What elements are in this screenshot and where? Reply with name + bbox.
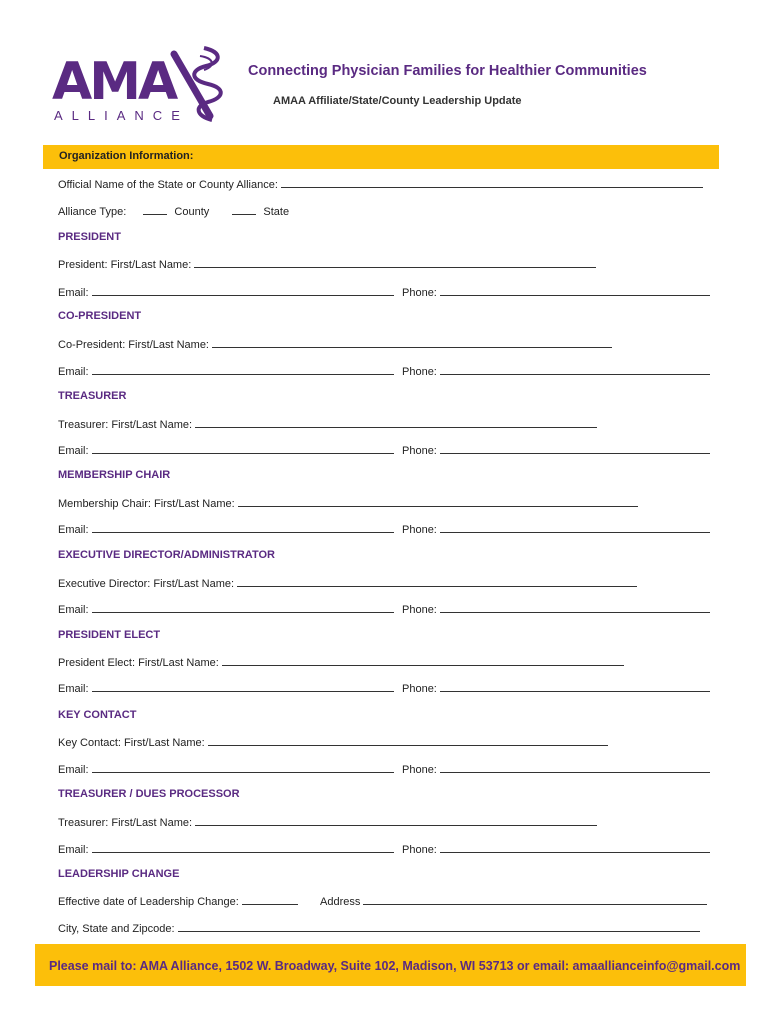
president-name-row	[58, 257, 596, 271]
dues-processor-name-label: Treasurer: First/Last Name:	[58, 817, 193, 829]
logo-subtext: ALLIANCE	[54, 108, 189, 123]
county-label: County	[174, 206, 210, 218]
mailing-instructions: Please mail to: AMA Alliance, 1502 W. Broadway, Suite 102, Madison, WI 53713 or email: amaallianceinfo@gmail.com	[49, 959, 741, 973]
president-elect-phone-row	[402, 681, 710, 695]
alliance-type-label: Alliance Type:	[58, 206, 127, 218]
city-state-zip-field[interactable]	[178, 921, 700, 932]
dues-processor-email-field[interactable]	[92, 842, 394, 853]
section-heading-co-president: CO-PRESIDENT	[58, 310, 142, 322]
treasurer-contact-row	[58, 443, 394, 457]
effective-date-field[interactable]	[242, 894, 298, 905]
alliance-type-row	[58, 204, 289, 218]
effective-date-row	[58, 894, 298, 908]
official-name-field[interactable]	[281, 177, 703, 188]
ama-alliance-logo	[52, 46, 232, 136]
state-checkbox-field[interactable]	[232, 204, 256, 215]
key-contact-contact-row	[58, 762, 394, 776]
address-field[interactable]	[363, 894, 707, 905]
section-heading-key-contact: KEY CONTACT	[58, 709, 137, 721]
email-label: Email:	[58, 683, 89, 695]
mailing-footer-band	[35, 944, 746, 986]
president-phone-row	[402, 285, 710, 299]
executive-director-name-field[interactable]	[237, 576, 637, 587]
section-heading-president: PRESIDENT	[58, 231, 121, 243]
phone-label: Phone:	[402, 844, 437, 856]
effective-date-label: Effective date of Leadership Change:	[58, 896, 239, 908]
executive-director-email-field[interactable]	[92, 602, 394, 613]
phone-label: Phone:	[402, 683, 437, 695]
president-elect-email-field[interactable]	[92, 681, 394, 692]
president-name-label: President: First/Last Name:	[58, 259, 192, 271]
key-contact-name-label: Key Contact: First/Last Name:	[58, 737, 205, 749]
executive-director-contact-row	[58, 602, 394, 616]
co-president-phone-field[interactable]	[440, 364, 710, 375]
president-elect-contact-row	[58, 681, 394, 695]
section-heading-leadership-change: LEADERSHIP CHANGE	[58, 868, 180, 880]
membership-chair-name-row	[58, 496, 638, 510]
membership-chair-contact-row	[58, 522, 394, 536]
section-heading-treasurer: TREASURER	[58, 390, 127, 402]
state-label: State	[263, 206, 290, 218]
co-president-phone-row	[402, 364, 710, 378]
page-title: Connecting Physician Families for Healthier Communities	[248, 63, 647, 79]
logo-wordmark: AMA	[52, 52, 176, 112]
president-phone-field[interactable]	[440, 285, 710, 296]
treasurer-phone-field[interactable]	[440, 443, 710, 454]
president-elect-name-row	[58, 655, 624, 669]
phone-label: Phone:	[402, 366, 437, 378]
co-president-name-label: Co-President: First/Last Name:	[58, 339, 209, 351]
membership-chair-name-field[interactable]	[238, 496, 638, 507]
city-state-zip-label: City, State and Zipcode:	[58, 923, 175, 935]
co-president-name-row	[58, 337, 612, 351]
co-president-name-field[interactable]	[212, 337, 612, 348]
key-contact-email-field[interactable]	[92, 762, 394, 773]
official-name-row	[58, 177, 703, 191]
co-president-contact-row	[58, 364, 394, 378]
president-elect-name-label: President Elect: First/Last Name:	[58, 657, 219, 669]
treasurer-email-field[interactable]	[92, 443, 394, 454]
phone-label: Phone:	[402, 764, 437, 776]
email-label: Email:	[58, 604, 89, 616]
dues-processor-contact-row	[58, 842, 394, 856]
email-label: Email:	[58, 524, 89, 536]
membership-chair-phone-row	[402, 522, 710, 536]
treasurer-phone-row	[402, 443, 710, 457]
email-label: Email:	[58, 366, 89, 378]
president-name-field[interactable]	[194, 257, 596, 268]
co-president-email-field[interactable]	[92, 364, 394, 375]
key-contact-phone-field[interactable]	[440, 762, 710, 773]
membership-chair-phone-field[interactable]	[440, 522, 710, 533]
organization-info-label: Organization Information:	[59, 150, 194, 162]
executive-director-name-label: Executive Director: First/Last Name:	[58, 578, 235, 590]
treasurer-name-label: Treasurer: First/Last Name:	[58, 419, 193, 431]
section-heading-membership-chair: MEMBERSHIP CHAIR	[58, 469, 171, 481]
president-elect-name-field[interactable]	[222, 655, 624, 666]
email-label: Email:	[58, 764, 89, 776]
dues-processor-name-field[interactable]	[195, 815, 597, 826]
key-contact-name-field[interactable]	[208, 735, 608, 746]
address-row	[320, 894, 707, 908]
executive-director-name-row	[58, 576, 637, 590]
section-heading-treasurer-dues-processor: TREASURER / DUES PROCESSOR	[58, 788, 240, 800]
membership-chair-name-label: Membership Chair: First/Last Name:	[58, 498, 235, 510]
email-label: Email:	[58, 445, 89, 457]
organization-info-band	[43, 145, 719, 169]
phone-label: Phone:	[402, 287, 437, 299]
dues-processor-name-row	[58, 815, 597, 829]
treasurer-name-field[interactable]	[195, 417, 597, 428]
email-label: Email:	[58, 844, 89, 856]
treasurer-name-row	[58, 417, 597, 431]
phone-label: Phone:	[402, 524, 437, 536]
page-subtitle: AMAA Affiliate/State/County Leadership Update	[273, 95, 522, 107]
key-contact-name-row	[58, 735, 608, 749]
email-label: Email:	[58, 287, 89, 299]
key-contact-phone-row	[402, 762, 710, 776]
phone-label: Phone:	[402, 604, 437, 616]
dues-processor-phone-field[interactable]	[440, 842, 710, 853]
page-header	[0, 0, 770, 140]
address-label: Address	[320, 896, 361, 908]
president-elect-phone-field[interactable]	[440, 681, 710, 692]
president-email-field[interactable]	[92, 285, 394, 296]
county-checkbox-field[interactable]	[143, 204, 167, 215]
official-name-label: Official Name of the State or County Alliance:	[58, 179, 278, 191]
section-heading-president-elect: PRESIDENT ELECT	[58, 629, 161, 641]
executive-director-phone-field[interactable]	[440, 602, 710, 613]
executive-director-phone-row	[402, 602, 710, 616]
president-contact-row	[58, 285, 394, 299]
phone-label: Phone:	[402, 445, 437, 457]
city-state-zip-row	[58, 921, 700, 935]
section-heading-executive-director: EXECUTIVE DIRECTOR/ADMINISTRATOR	[58, 549, 275, 561]
membership-chair-email-field[interactable]	[92, 522, 394, 533]
dues-processor-phone-row	[402, 842, 710, 856]
